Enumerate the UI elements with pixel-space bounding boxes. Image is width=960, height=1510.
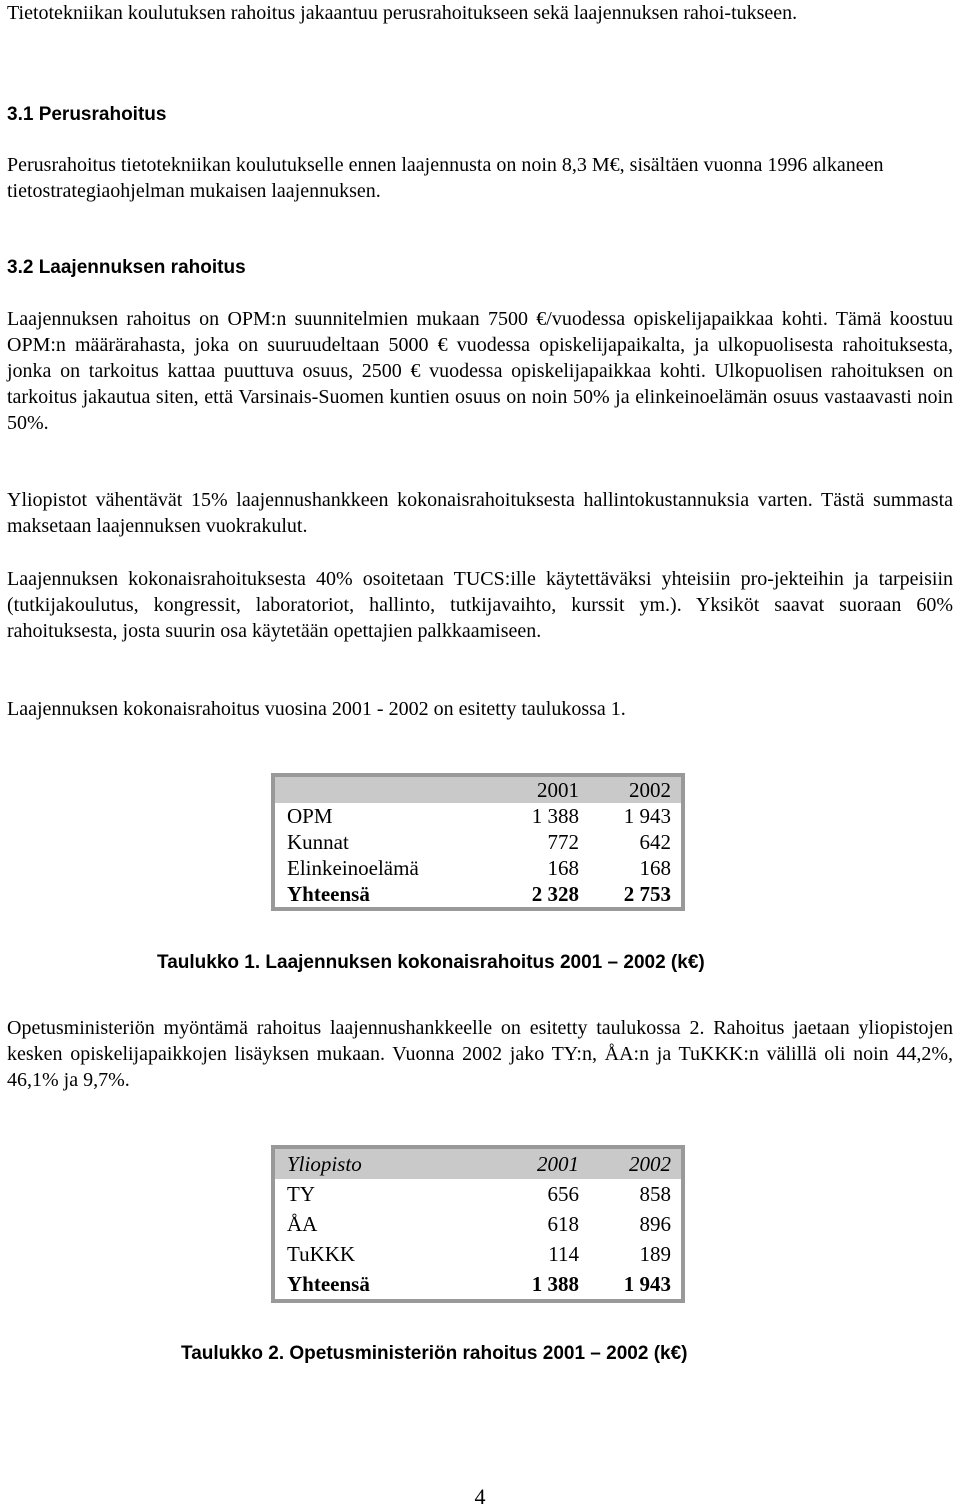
table-cell: 168: [639, 856, 671, 880]
table-1-caption: Taulukko 1. Laajennuksen kokonaisrahoitus 2001 – 2002 (k€): [157, 952, 705, 973]
table-cell: 114: [548, 1242, 579, 1266]
section-3-2-paragraph-1: Laajennuksen rahoitus on OPM:n suunnitelmien mukaan 7500 €/vuodessa opiskelijapaikkaa kohti. Tämä koostuu OPM:n määrärahasta, joka on suuruudeltaan 5000 € vuodessa opiskelijapaikalta, ja ulkopuolisesta rahoituksesta, jonka on tarkoitus kattaa puuttuva osuus, 2500 € vuodessa opiskelijapaikkaa kohti. Ulkopuolisen rahoituksen on tarkoitus jakautua siten, että Varsinais-Suomen kuntien osuus on noin 50% ja elinkeinoelämän osuus vastaavasti noin 50%.: [7, 308, 953, 434]
table-row: [275, 1239, 681, 1269]
funding-table-2: [271, 1145, 685, 1303]
table-header-cell: [275, 777, 497, 803]
table-cell: 2 328: [531, 882, 579, 906]
table-cell: ÅA: [287, 1212, 318, 1236]
table-row: [275, 803, 681, 829]
table-cell: Kunnat: [287, 830, 349, 854]
intro-paragraph: Tietotekniikan koulutuksen rahoitus jakaantuu perusrahoitukseen sekä laajennuksen rahoi-tukseen.: [7, 2, 798, 24]
table-cell: Yhteensä: [287, 882, 370, 906]
table-cell: TY: [287, 1182, 315, 1206]
table-cell: 656: [547, 1182, 579, 1206]
section-3-1-paragraph: Perusrahoitus tietotekniikan koulutukselle ennen laajennusta on noin 8,3 M€, sisältäen vuonna 1996 alkaneen tietostrategiaohjelman mukaisen laajennuksen.: [7, 154, 884, 202]
table-cell: TuKKK: [287, 1242, 356, 1266]
table-cell: 772: [547, 830, 579, 854]
table-cell: 2 753: [623, 882, 671, 906]
table-cell: 189: [639, 1242, 671, 1266]
section-heading-3-1: 3.1 Perusrahoitus: [7, 104, 167, 125]
table-row: [275, 855, 681, 881]
table-total-row: [275, 881, 681, 907]
table-cell: 168: [547, 856, 579, 880]
table-cell: 642: [639, 830, 671, 854]
table-2-intro-paragraph: Opetusministeriön myöntämä rahoitus laajennushankkeelle on esitetty taulukossa 2. Rahoitus jaetaan yliopistojen kesken opiskelijapaikkojen lisäyksen mukaan. Vuonna 2002 jako TY:n, ÅA:n ja TuKKK:n välillä oli noin 44,2%, 46,1% ja 9,7%.: [7, 1017, 953, 1091]
table-cell: 1 943: [623, 1272, 671, 1296]
table-header-cell: 2001: [497, 1149, 589, 1179]
section-heading-3-2: 3.2 Laajennuksen rahoitus: [7, 257, 246, 278]
table-cell: OPM: [287, 804, 333, 828]
table-cell: Elinkeinoelämä: [287, 856, 419, 880]
table-row: [275, 829, 681, 855]
table-header-cell: 2002: [589, 1149, 681, 1179]
section-3-2-paragraph-3: Laajennuksen kokonaisrahoituksesta 40% osoitetaan TUCS:ille käytettäväksi yhteisiin pro-jekteihin ja tarpeisiin (tutkijakoulutus, kongressit, laboratoriot, hallinto, tutkijavaihto, kurssit ym.). Yksiköt saavat suoraan 60% rahoituksesta, josta suurin osa käytetään opettajien palkkaamiseen.: [7, 568, 953, 642]
table-header-row: [275, 1149, 681, 1179]
table-cell: 1 943: [623, 804, 671, 828]
table-row: [275, 1179, 681, 1209]
section-3-2-paragraph-4: Laajennuksen kokonaisrahoitus vuosina 2001 - 2002 on esitetty taulukossa 1.: [7, 698, 626, 720]
table-cell: Yhteensä: [287, 1272, 370, 1296]
table-cell: 1 388: [531, 804, 579, 828]
funding-table-1: [271, 773, 685, 911]
table-cell: 858: [639, 1182, 671, 1206]
table-cell: 896: [639, 1212, 671, 1236]
page-number: 4: [474, 1484, 486, 1509]
table-header-cell: 2002: [589, 777, 681, 803]
table-header-row: [275, 777, 681, 803]
table-header-cell: 2001: [497, 777, 589, 803]
table-header-cell: Yliopisto: [275, 1149, 497, 1179]
table-cell: 618: [547, 1212, 579, 1236]
table-2-caption: Taulukko 2. Opetusministeriön rahoitus 2001 – 2002 (k€): [181, 1343, 688, 1364]
table-cell: 1 388: [531, 1272, 579, 1296]
table-total-row: [275, 1269, 681, 1299]
section-3-2-paragraph-2: Yliopistot vähentävät 15% laajennushankkeen kokonaisrahoituksesta hallintokustannuksia varten. Tästä summasta maksetaan laajennuksen vuokrakulut.: [7, 489, 953, 537]
table-row: [275, 1209, 681, 1239]
